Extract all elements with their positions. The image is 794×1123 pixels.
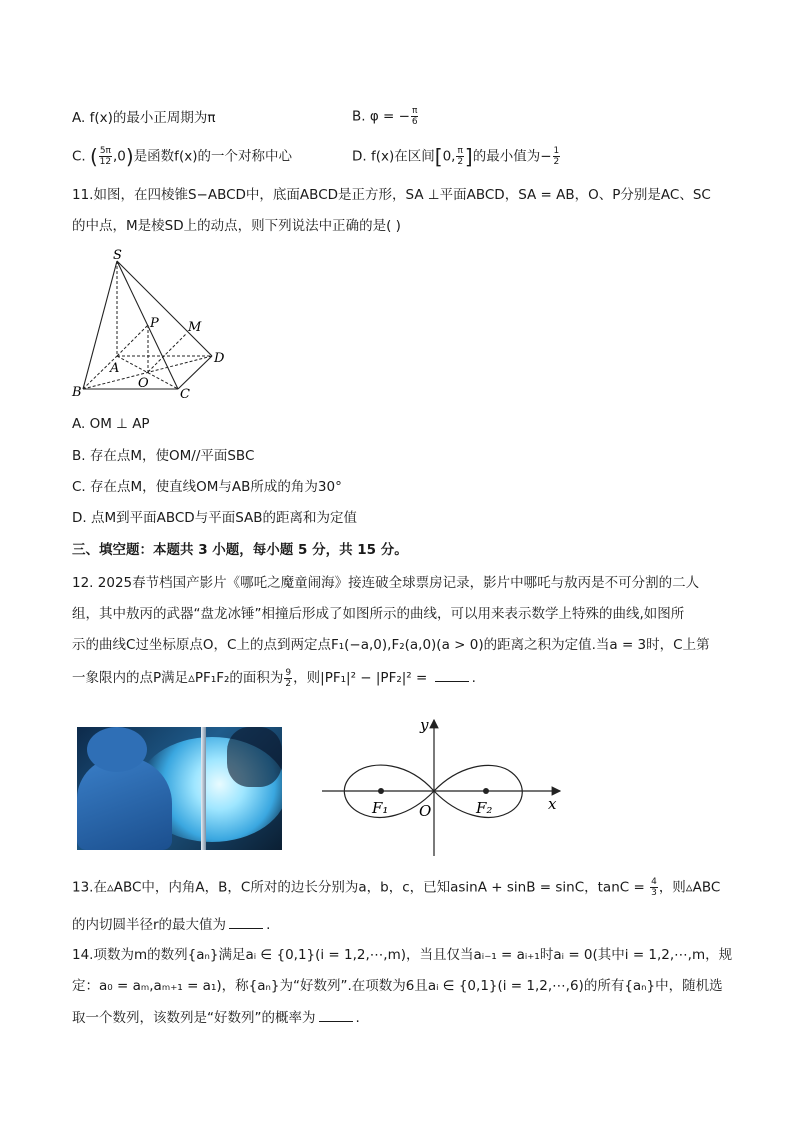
label-m: M: [188, 320, 202, 335]
label-s: S: [113, 248, 122, 263]
q10-option-c-text: 是函数f(x)的一个对称中心: [133, 148, 292, 165]
label-o: O: [138, 376, 149, 391]
label-d: D: [214, 351, 225, 366]
q12-line4: 一象限内的点P满足▵PF₁F₂的面积为 $\frac{9}{2}$ ，则|PF₁|² − |PF₂|² = .: [72, 667, 476, 689]
q12-line4-text-b: ，则|PF₁|² − |PF₂|² =: [293, 670, 432, 686]
q13-line2-text: 的内切圆半径r的最大值为: [72, 917, 227, 933]
q11-stem-line1: 11.如图，在四棱锥S−ABCD中，底面ABCD是正方形，SA ⊥平面ABCD，SA = AB，O、P分别是AC、SC: [72, 187, 711, 203]
q11-option-d: D. 点M到平面ABCD与平面SAB的距离和为定值: [72, 510, 358, 526]
q13-line1-text-a: 13.在▵ABC中，内角A，B，C所对的边长分别为a，b，c，已知asinA + sinB = sinC，tanC =: [72, 879, 650, 896]
q12-answer-blank: [435, 667, 469, 682]
q10-option-d-text: 的最小值为−: [472, 148, 552, 165]
q13-answer-blank: [229, 914, 263, 929]
q14-line2: 定：a₀ = aₘ,aₘ₊₁ = a₁)，称{aₙ}为“好数列”.在项数为6且aᵢ ∈ {0,1}(i = 1,2,⋯,6)的所有{aₙ}中，随机选: [72, 978, 723, 994]
q10-option-d: D. f(x)在区间[0, $\frac{\pi}{2}$ ]的最小值为− $\frac{1}{2}$: [352, 144, 560, 169]
q12-line4-text-a: 一象限内的点P满足▵PF₁F₂的面积为: [72, 670, 284, 686]
label-c: C: [180, 387, 190, 400]
q13-line2: 的内切圆半径r的最大值为 .: [72, 914, 270, 935]
q12-area-frac: $\frac{9}{2}$: [285, 667, 292, 689]
lemniscate-graph: [318, 712, 578, 860]
x-axis-label: x: [548, 795, 557, 813]
q14-line3: 取一个数列，该数列是“好数列”的概率为 .: [72, 1007, 360, 1028]
q12-line3: 示的曲线C过坐标原点O，C上的点到两定点F₁(−a,0),F₂(a,0)(a > 0)的距离之积为定值.当a = 3时，C上第: [72, 637, 710, 653]
q14-answer-blank: [319, 1007, 353, 1022]
label-p: P: [150, 316, 159, 331]
q14-line3-text: 取一个数列，该数列是“好数列”的概率为: [72, 1010, 316, 1026]
q10-option-b-text: B. φ = −: [352, 108, 410, 125]
q10-option-d-frac: $\frac{\pi}{2}$: [457, 146, 464, 167]
q14-line1: 14.项数为m的数列{aₙ}满足aᵢ ∈ {0,1}(i = 1,2,⋯,m)，当且仅当aᵢ₋₁ = aᵢ₊₁时aᵢ = 0(其中i = 1,2,⋯,m，规: [72, 947, 733, 963]
q11-stem-line2: 的中点，M是棱SD上的动点，则下列说法中正确的是( ): [72, 218, 401, 234]
q12-line2: 组，其中敖丙的武器“盘龙冰锤”相撞后形成了如图所示的曲线，可以用来表示数学上特殊的曲线,如图所: [72, 606, 685, 622]
q10-option-c-frac: $\frac{5\pi}{12}$: [99, 146, 112, 167]
q10-option-d-value-frac: $\frac{1}{2}$: [553, 146, 560, 167]
q13-line1-text-b: ，则▵ABC: [658, 879, 721, 896]
q10-option-b: [352, 106, 419, 127]
q10-option-d-prefix: D. f(x)在区间: [352, 148, 435, 165]
film-still-image: [77, 727, 282, 850]
y-axis-label: y: [420, 716, 429, 734]
f2-label: F₂: [476, 799, 493, 817]
label-a: A: [110, 361, 120, 376]
q10-option-b-frac: $\frac{\pi}{6}$: [411, 106, 418, 127]
q10-option-c: C. ( $\frac{5\pi}{12}$ ,0)是函数f(x)的一个对称中心: [72, 144, 292, 169]
origin-label: O: [419, 802, 432, 820]
label-b: B: [72, 385, 82, 400]
q11-option-c: C. 存在点M，使直线OM与AB所成的角为30°: [72, 479, 342, 495]
focus-f1-point: [378, 788, 384, 794]
pyramid-figure: [70, 248, 240, 400]
q10-option-a: A. f(x)的最小正周期为π: [72, 110, 216, 126]
q13-line1: [72, 877, 720, 898]
q11-option-a: A. OM ⊥ AP: [72, 416, 150, 432]
q10-option-c-prefix: C.: [72, 148, 86, 165]
q13-tan-frac: $\frac{4}{3}$: [651, 877, 657, 898]
section-heading: 三、填空题：本题共 3 小题，每小题 5 分，共 15 分。: [72, 542, 408, 558]
q12-line1: 12. 2025春节档国产影片《哪吒之魔童闹海》接连破全球票房记录，影片中哪吒与敖丙是不可分割的二人: [72, 575, 700, 591]
q11-option-b: B. 存在点M，使OM//平面SBC: [72, 448, 255, 464]
f1-label: F₁: [372, 799, 389, 817]
focus-f2-point: [483, 788, 489, 794]
